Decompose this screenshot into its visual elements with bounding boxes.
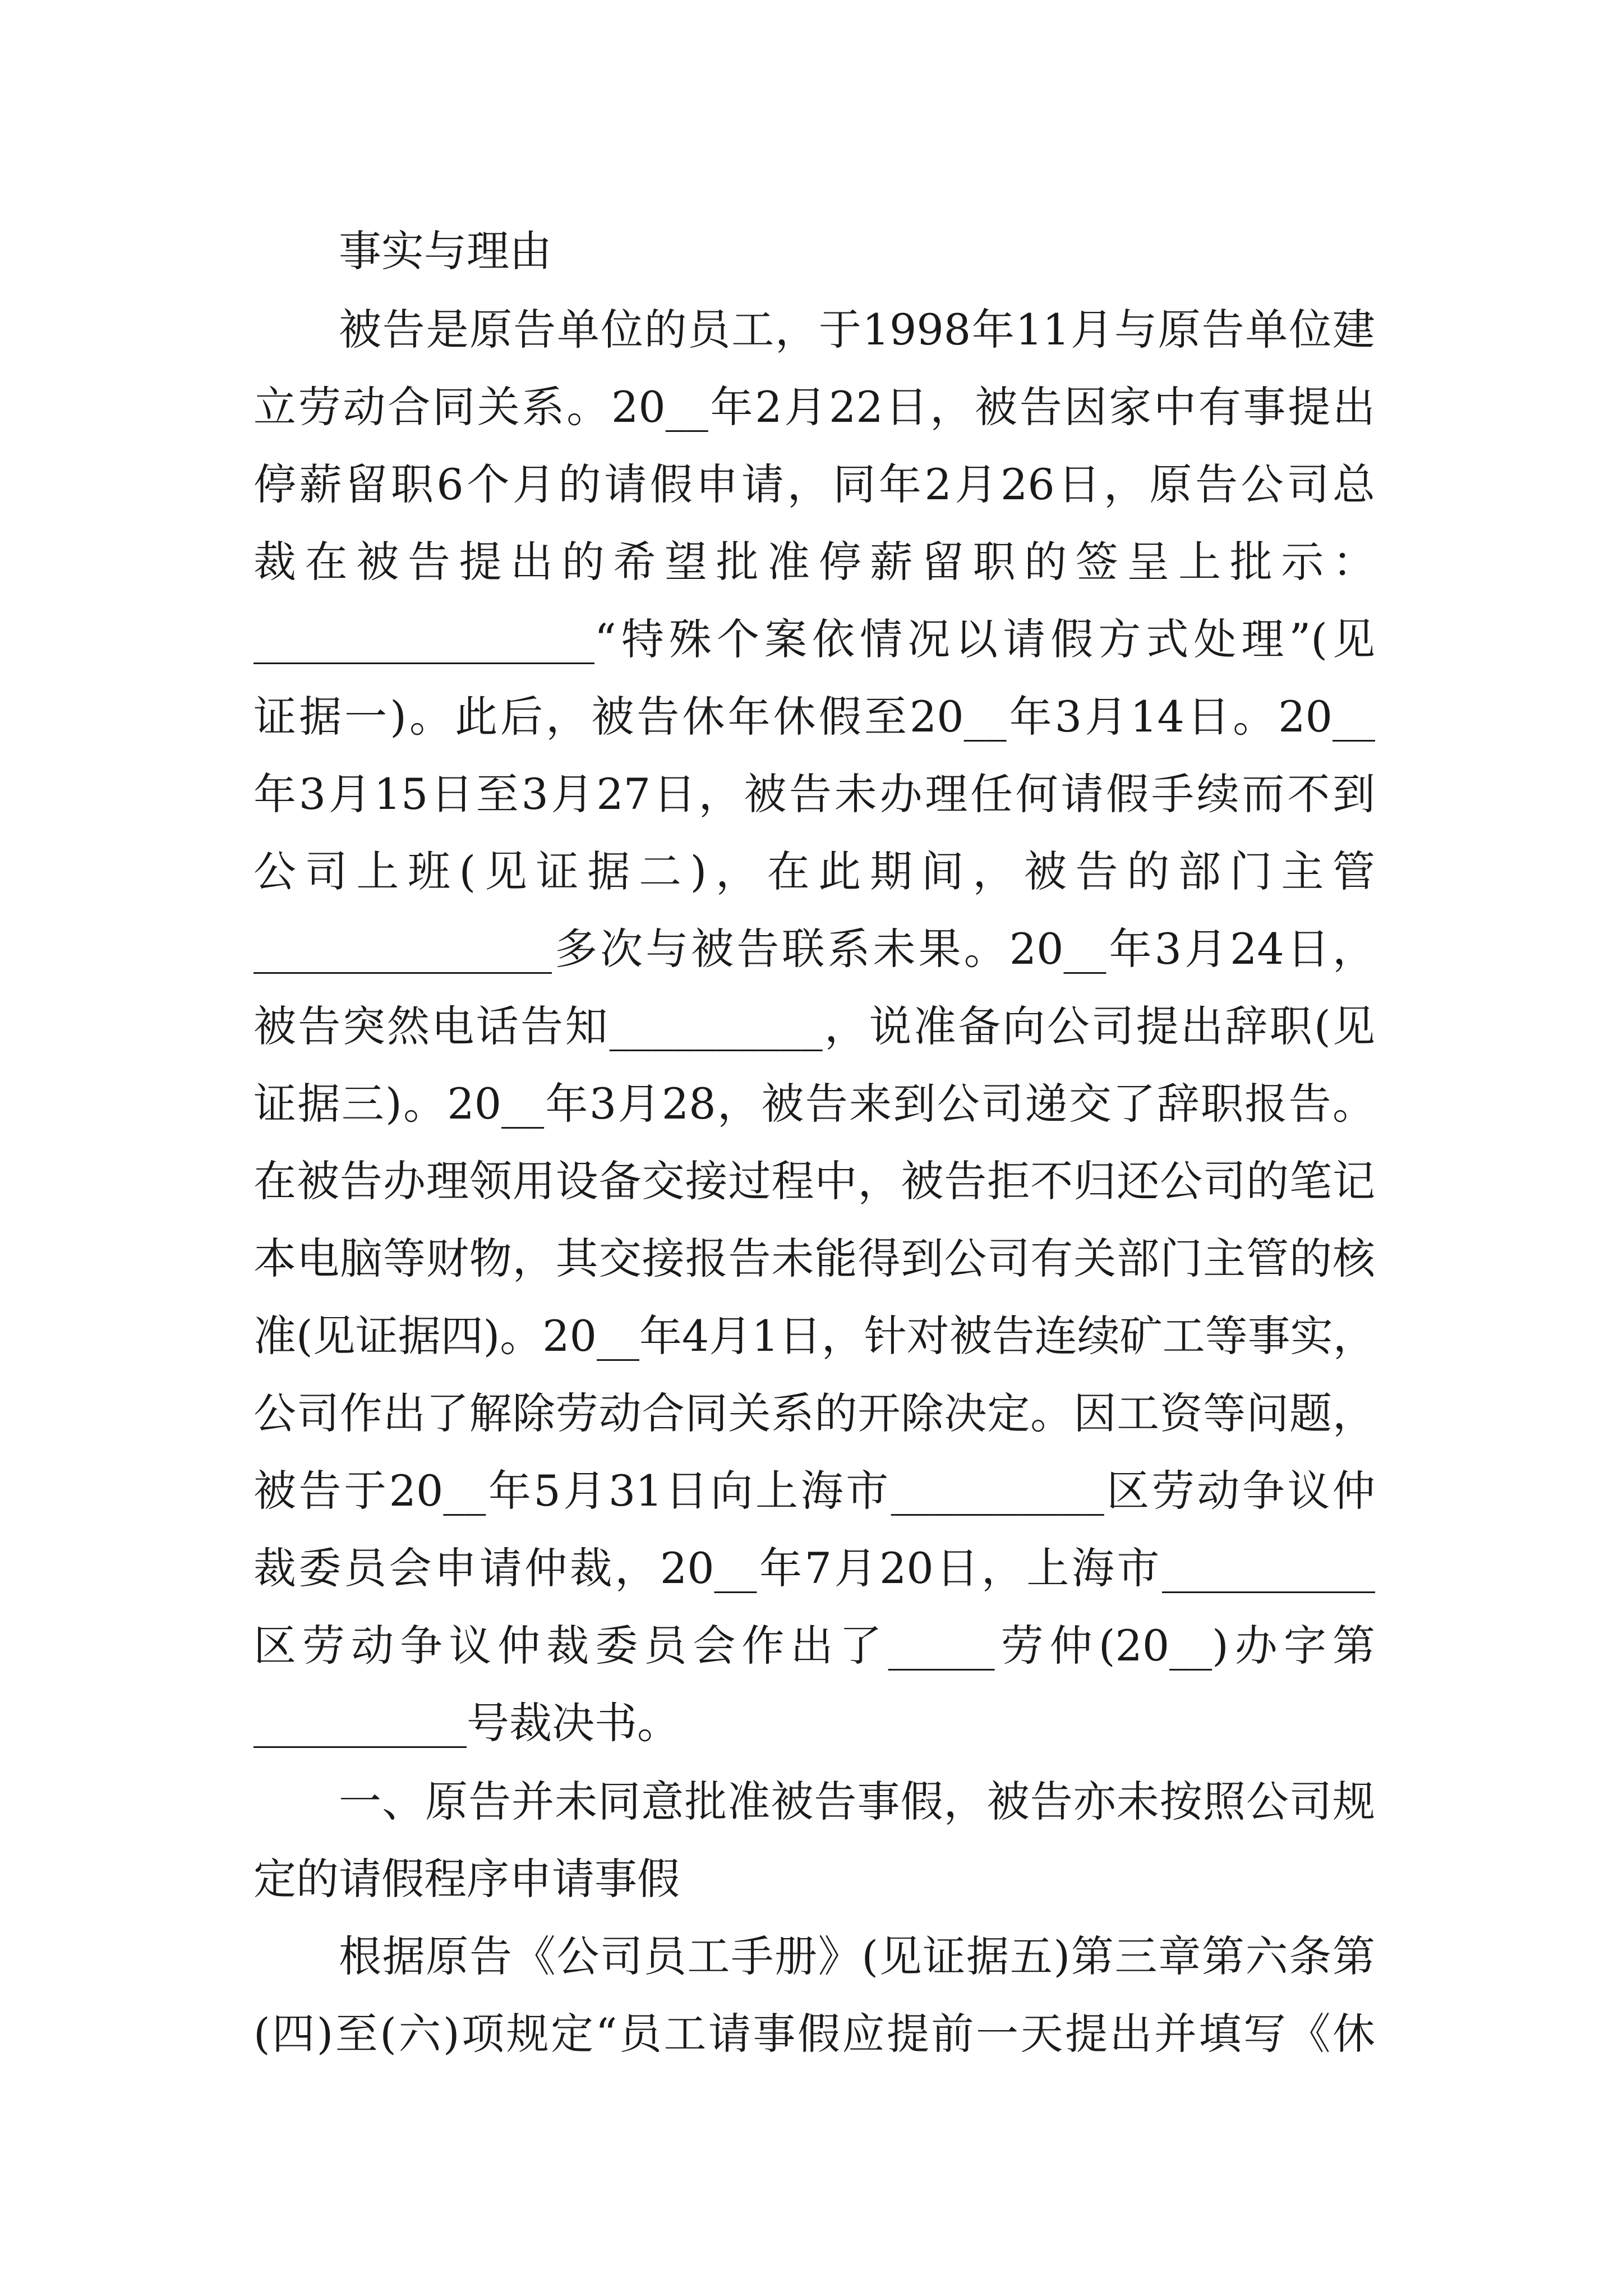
paragraph-line: 区劳动争议仲裁委员会作出了_____劳仲(20__)办字第 xyxy=(253,1621,1375,1671)
section-heading: 事实与理由 xyxy=(339,226,552,276)
paragraph-line: 被告于20__年5月31日向上海市__________区劳动争议仲 xyxy=(253,1466,1375,1516)
paragraph-line: 立劳动合同关系。20__年2月22日，被告因家中有事提出 xyxy=(253,382,1375,432)
paragraph-line: 证据一)。此后，被告休年休假至20__年3月14日。20__ xyxy=(253,692,1375,742)
paragraph-line: 公司上班(见证据二)，在此期间，被告的部门主管 xyxy=(253,846,1375,896)
paragraph-line: (四)至(六)项规定“员工请事假应提前一天提出并填写《休 xyxy=(253,2009,1375,2059)
paragraph-line: 本电脑等财物，其交接报告未能得到公司有关部门主管的核 xyxy=(253,1234,1375,1283)
paragraph-line: 准(见证据四)。20__年4月1日，针对被告连续矿工等事实， xyxy=(253,1311,1376,1361)
paragraph-line: ______________多次与被告联系未果。20__年3月24日， xyxy=(253,924,1375,974)
paragraph-line: ________________“特殊个案依情况以请假方式处理”(见 xyxy=(253,614,1375,664)
paragraph-line: 在被告办理领用设备交接过程中，被告拒不归还公司的笔记 xyxy=(253,1156,1375,1206)
paragraph-line: 根据原告《公司员工手册》(见证据五)第三章第六条第 xyxy=(339,1931,1375,1981)
paragraph-line: 裁在被告提出的希望批准停薪留职的签呈上批示： xyxy=(253,537,1375,587)
section-one-title: 一、原告并未同意批准被告事假，被告亦未按照公司规 xyxy=(339,1777,1375,1826)
paragraph-line: __________号裁决书。 xyxy=(253,1698,680,1748)
paragraph-line: 被告是原告单位的员工，于1998年11月与原告单位建 xyxy=(339,305,1375,355)
paragraph-line: 公司作出了解除劳动合同关系的开除决定。因工资等问题， xyxy=(253,1388,1375,1438)
paragraph-line: 年3月15日至3月27日，被告未办理任何请假手续而不到 xyxy=(253,769,1375,819)
paragraph-line: 裁委员会申请仲裁，20__年7月20日，上海市__________ xyxy=(253,1543,1375,1593)
paragraph-line: 停薪留职6个月的请假申请，同年2月26日，原告公司总 xyxy=(253,459,1375,509)
paragraph-line: 证据三)。20__年3月28，被告来到公司递交了辞职报告。 xyxy=(253,1079,1375,1129)
section-one-title: 定的请假程序申请事假 xyxy=(253,1854,680,1904)
paragraph-line: 被告突然电话告知__________，说准备向公司提出辞职(见 xyxy=(253,1001,1375,1051)
